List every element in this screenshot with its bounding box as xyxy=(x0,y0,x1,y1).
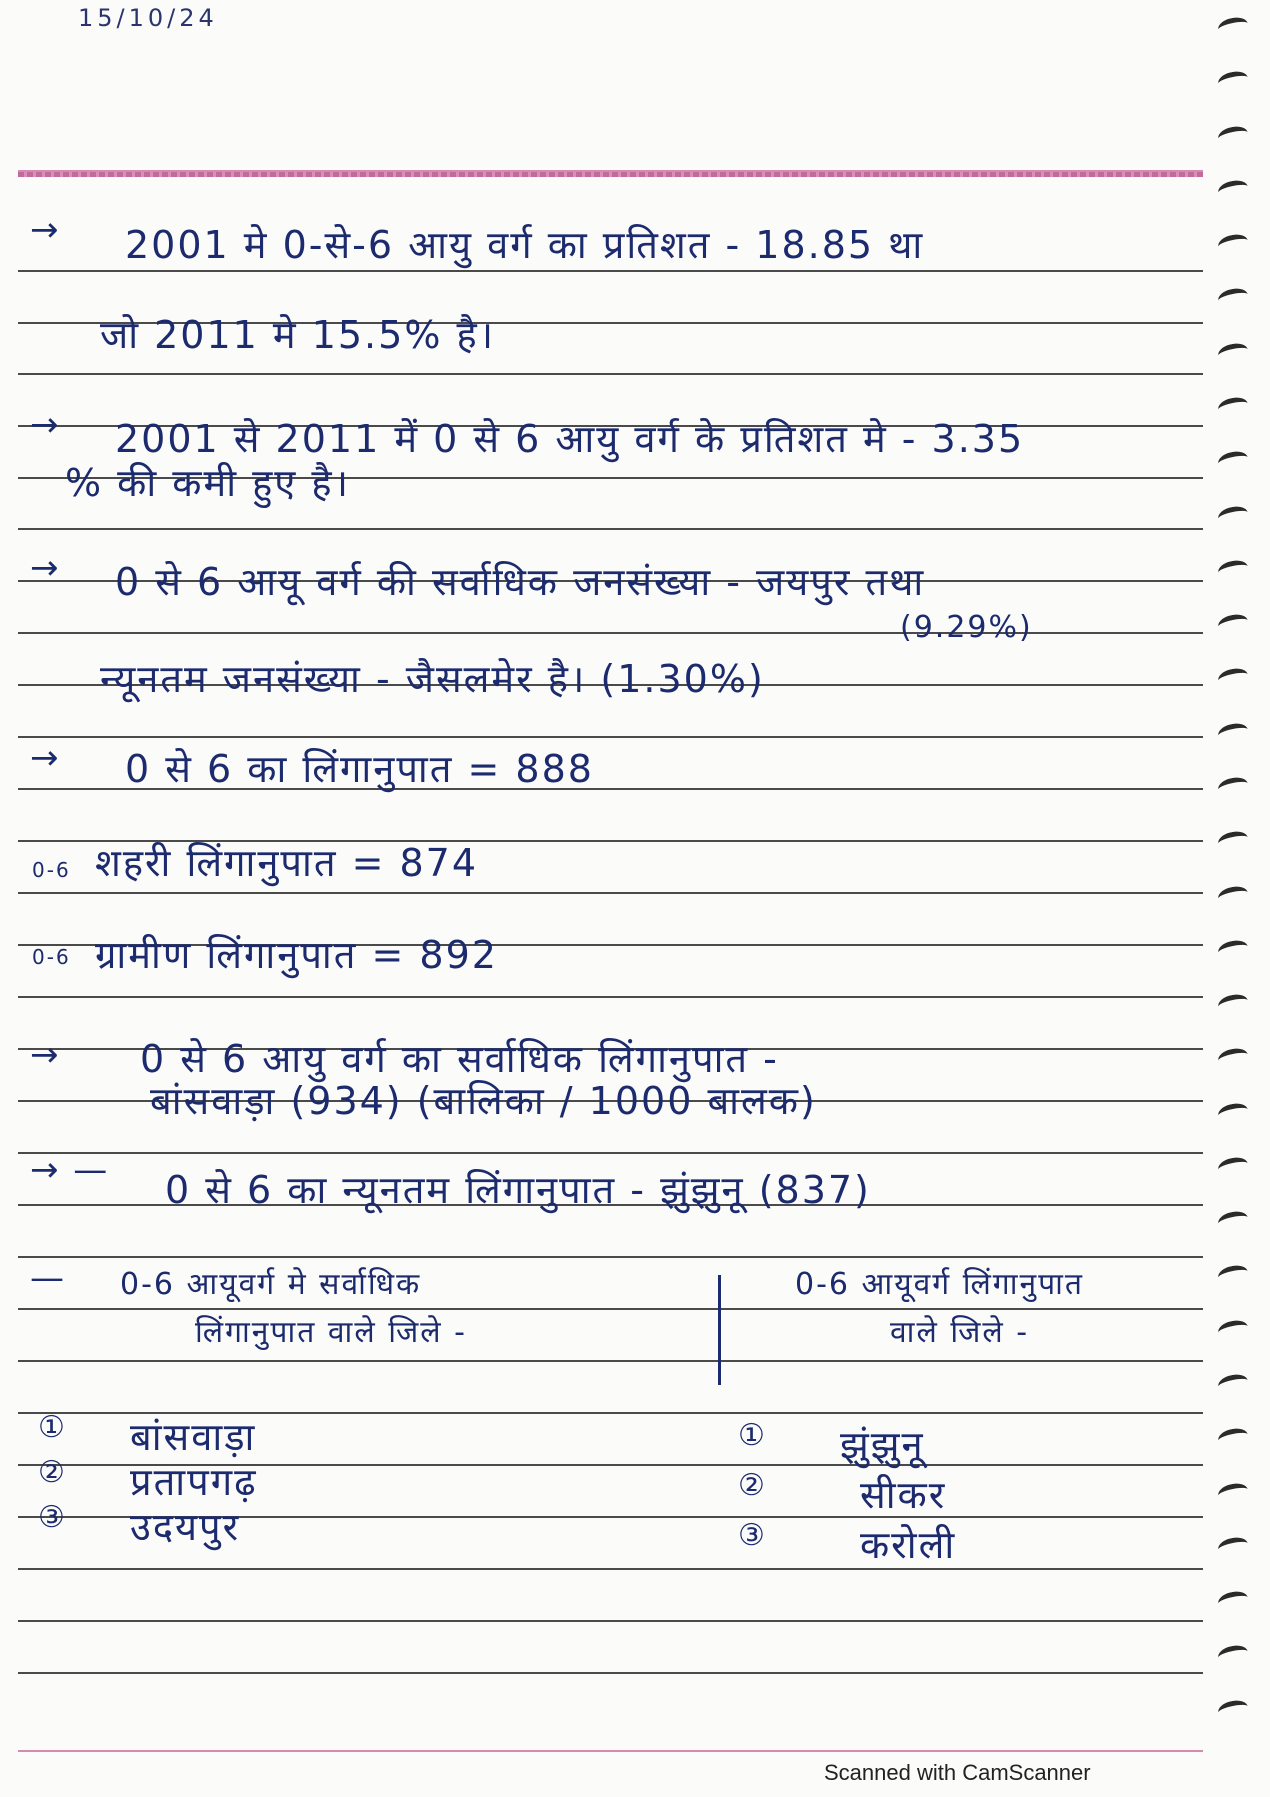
ruled-line xyxy=(18,1568,1203,1570)
note-line: बांसवाड़ा (934) (बालिका / 1000 बालक) xyxy=(150,1079,817,1123)
list-item: बांसवाड़ा xyxy=(130,1415,257,1459)
note-line: % की कमी हुए है। xyxy=(65,461,350,505)
note-line: 0 से 6 का लिंगानुपात = 888 xyxy=(125,747,594,791)
column-divider xyxy=(718,1275,721,1385)
left-column-header: लिंगानुपात वाले जिले - xyxy=(195,1315,467,1350)
note-line: 2001 से 2011 में 0 से 6 आयु वर्ग के प्रतिशत मे - 3.35 xyxy=(115,417,1025,461)
date: 15/10/24 xyxy=(78,4,218,32)
note-line: जो 2011 मे 15.5% है। xyxy=(100,313,496,357)
margin-label: 0-6 xyxy=(32,858,71,882)
list-bullet: ② xyxy=(38,1455,67,1490)
note-line: 2001 मे 0-से-6 आयु वर्ग का प्रतिशत - 18.85 था xyxy=(125,223,925,267)
arrow-icon: → xyxy=(30,405,61,445)
list-item: उदयपुर xyxy=(130,1505,241,1549)
ruled-line xyxy=(18,1620,1203,1622)
note-line: (9.29%) xyxy=(900,610,1033,645)
left-column-header: 0-6 आयूवर्ग मे सर्वाधिक xyxy=(120,1267,422,1302)
ruled-line xyxy=(18,1360,1203,1362)
header-margin-rule xyxy=(18,170,1203,177)
arrow-icon: → xyxy=(30,738,61,778)
ruled-line xyxy=(18,1256,1203,1258)
arrow-icon: → xyxy=(30,548,61,588)
ruled-line xyxy=(18,996,1203,998)
note-line: 0 से 6 आयु वर्ग का सर्वाधिक लिंगानुपात - xyxy=(140,1037,779,1081)
list-bullet: ② xyxy=(738,1468,767,1503)
note-line: शहरी लिंगानुपात = 874 xyxy=(95,841,479,885)
note-line: 0 से 6 का न्यूनतम लिंगानुपात - झुंझुनू (837) xyxy=(165,1168,871,1212)
ruled-line xyxy=(18,892,1203,894)
list-bullet: ① xyxy=(38,1410,67,1445)
list-item: करोली xyxy=(860,1523,957,1567)
right-column-header: 0-6 आयूवर्ग लिंगानुपात xyxy=(795,1267,1085,1302)
list-item: प्रतापगढ़ xyxy=(130,1460,258,1504)
ruled-line xyxy=(18,528,1203,530)
note-line: ग्रामीण लिंगानुपात = 892 xyxy=(95,933,498,977)
arrow-icon: → xyxy=(30,210,61,250)
margin-label: 0-6 xyxy=(32,945,71,969)
scanner-watermark: Scanned with CamScanner xyxy=(824,1760,1091,1785)
arrow-icon: → xyxy=(30,1035,61,1075)
spiral-binding xyxy=(1218,18,1262,1718)
note-line: 0 से 6 आयू वर्ग की सर्वाधिक जनसंख्या - जयपुर तथा xyxy=(115,560,926,604)
arrow-icon: → — xyxy=(30,1150,110,1190)
ruled-line xyxy=(18,1672,1203,1674)
ruled-line xyxy=(18,270,1203,272)
list-bullet: ③ xyxy=(38,1500,67,1535)
list-item: झुंझुनू xyxy=(840,1423,925,1467)
right-column-header: वाले जिले - xyxy=(890,1315,1030,1350)
note-line: न्यूनतम जनसंख्या - जैसलमेर है। (1.30%) xyxy=(100,657,765,701)
dash-icon: — xyxy=(30,1258,66,1298)
footer-margin-rule xyxy=(18,1750,1203,1752)
ruled-line xyxy=(18,1152,1203,1154)
list-bullet: ① xyxy=(738,1418,767,1453)
list-bullet: ③ xyxy=(738,1518,767,1553)
ruled-line xyxy=(18,373,1203,375)
list-item: सीकर xyxy=(860,1473,947,1517)
ruled-line xyxy=(18,736,1203,738)
